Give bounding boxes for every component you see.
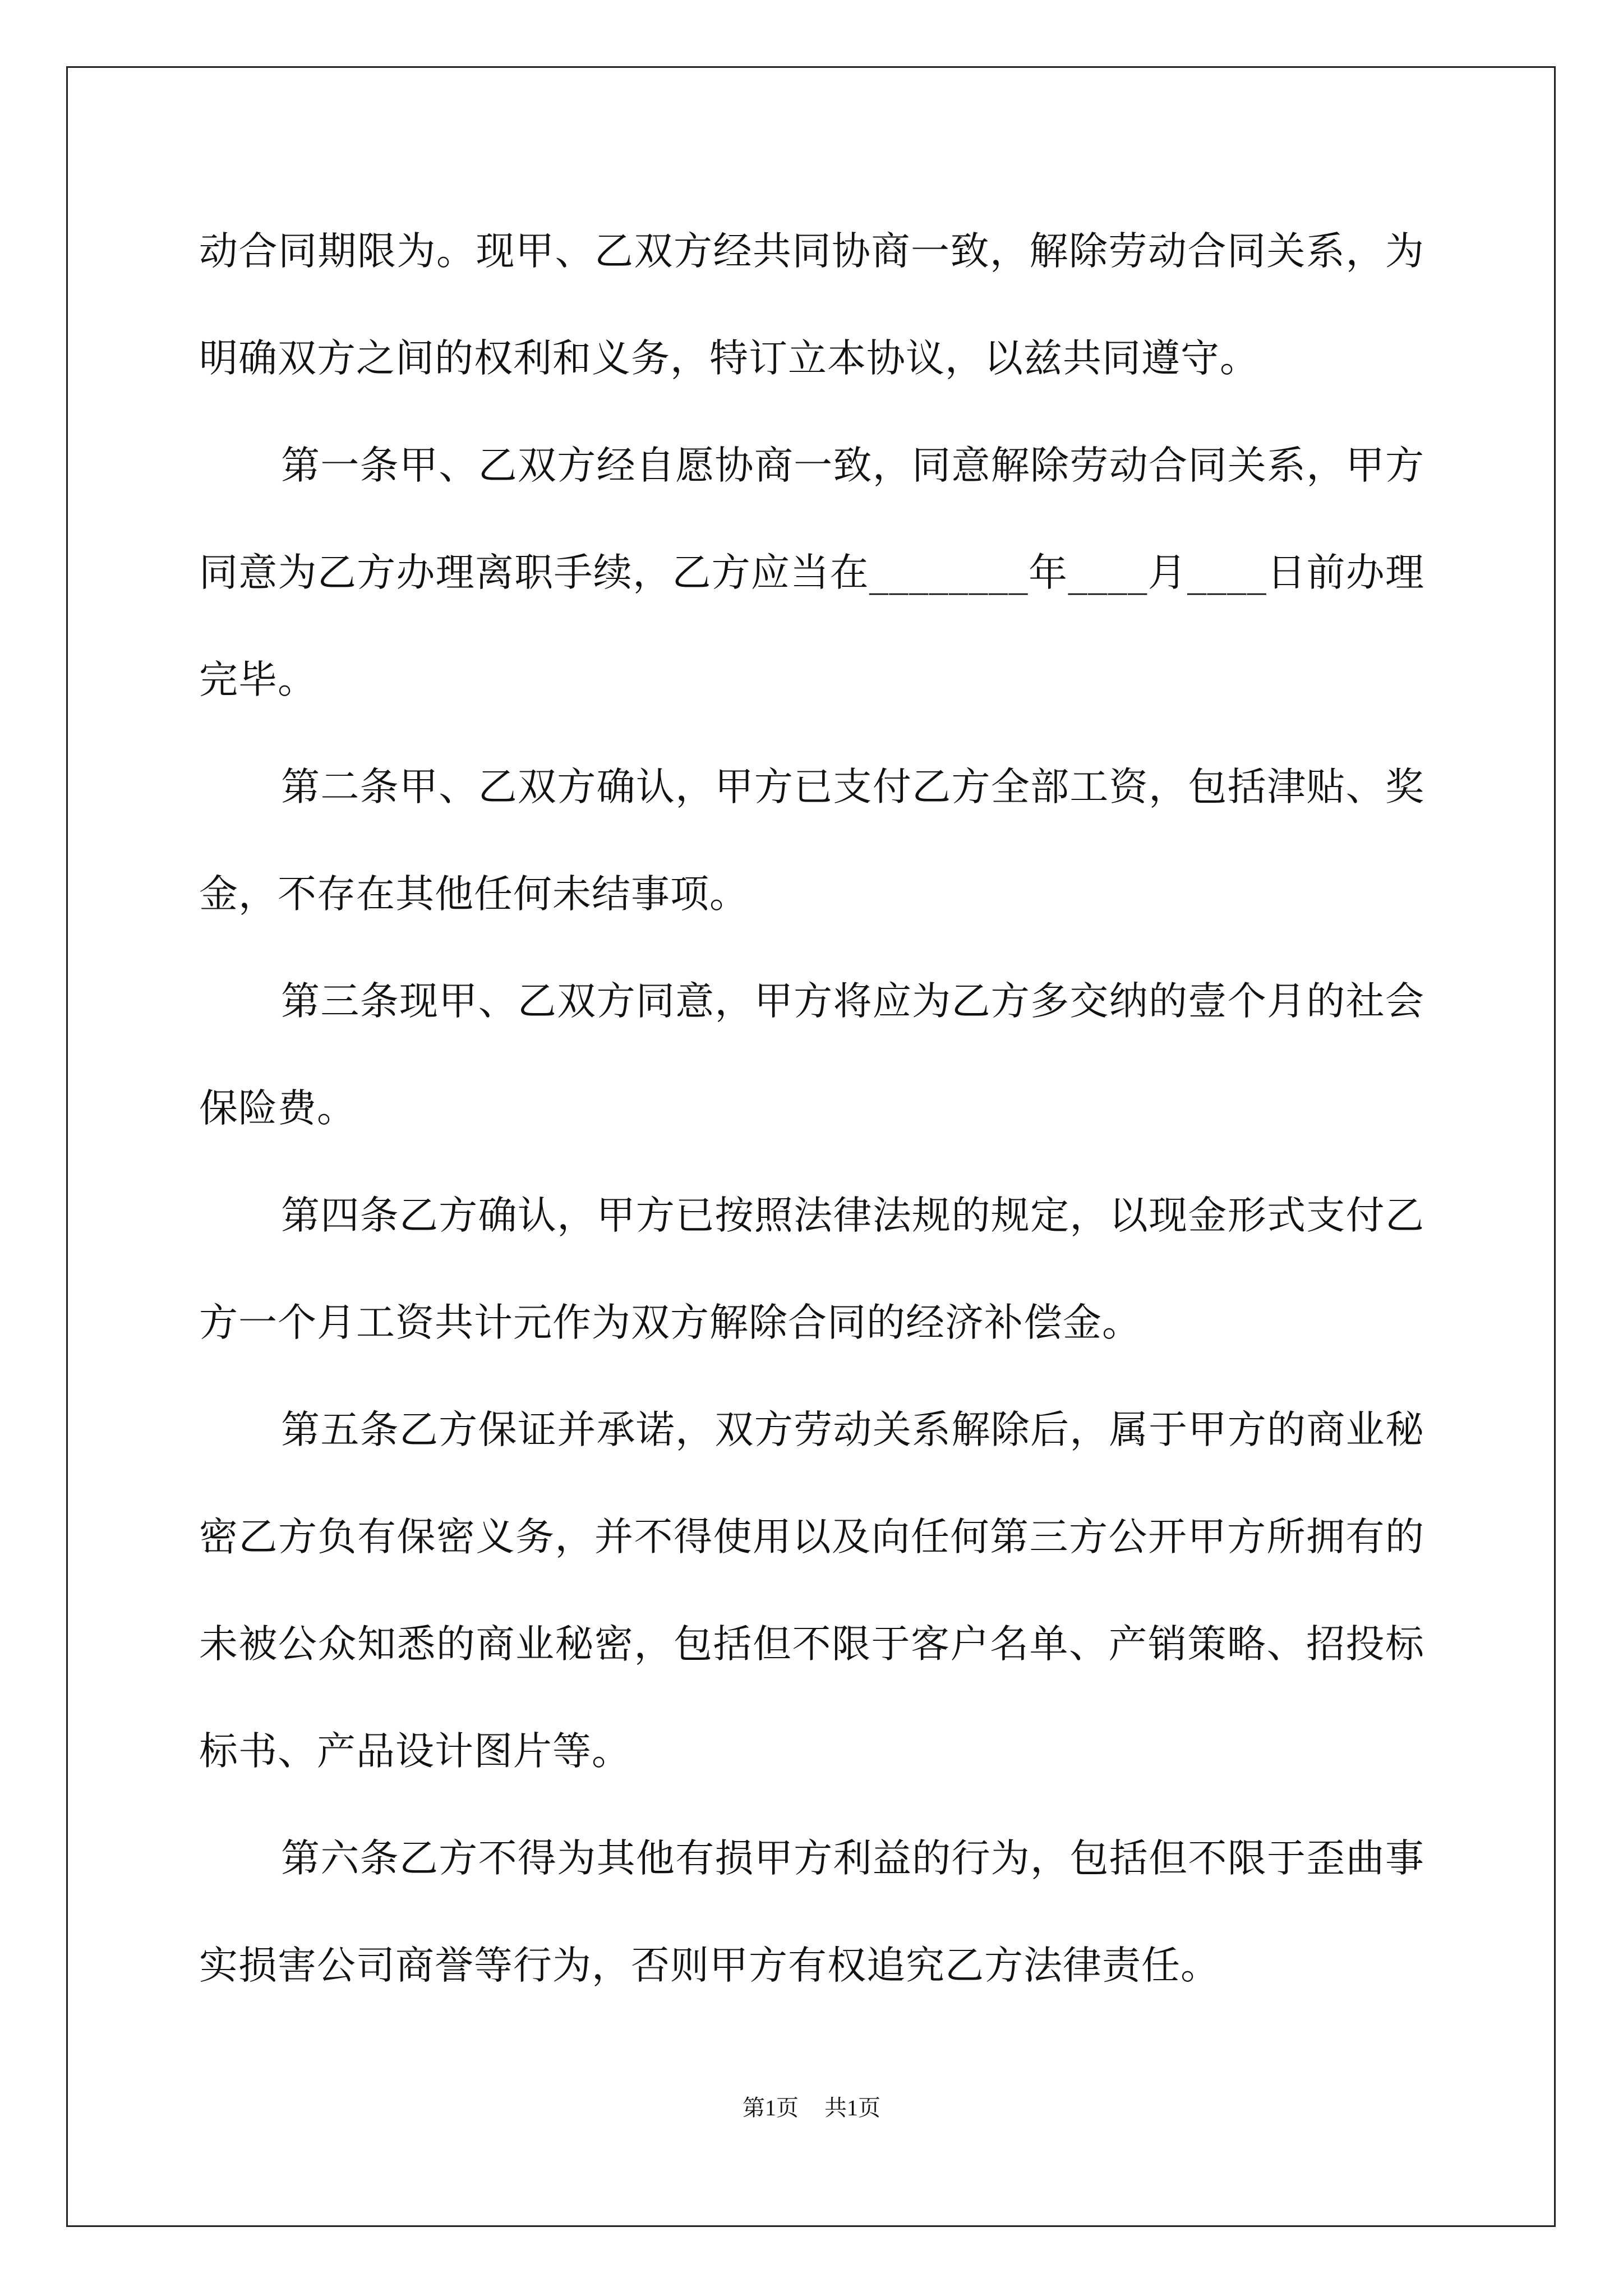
page-number-current: 第1页 [743, 2095, 799, 2120]
paragraph-article-4: 第四条乙方确认，甲方已按照法律法规的规定，以现金形式支付乙方一个月工资共计元作为双方解除合同的经济补偿金。 [199, 1193, 1424, 1345]
paragraph-article-5: 第五条乙方保证并承诺，双方劳动关系解除后，属于甲方的商业秘密乙方负有保密义务，并不得使用以及向任何第三方公开甲方所拥有的未被公众知悉的商业秘密，包括但不限于客户名单、产销策略、招投标标书、产品设计图片等。 [199, 1407, 1424, 1774]
page-number-total: 共1页 [824, 2095, 880, 2120]
paragraph-article-1: 第一条甲、乙双方经自愿协商一致，同意解除劳动合同关系，甲方同意为乙方办理离职手续，乙方应当在________年____月____日前办理完毕。 [199, 443, 1425, 702]
document-body [199, 198, 1424, 2019]
paragraph-intro: 动合同期限为。现甲、乙双方经共同协商一致，解除劳动合同关系，为明确双方之间的权利和义务，特订立本协议，以兹共同遵守。 [199, 229, 1424, 381]
paragraph-article-2: 第二条甲、乙双方确认，甲方已支付乙方全部工资，包括津贴、奖金，不存在其他任何未结事项。 [199, 765, 1424, 917]
paragraph-article-6: 第六条乙方不得为其他有损甲方利益的行为，包括但不限于歪曲事实损害公司商誉等行为，否则甲方有权追究乙方法律责任。 [199, 1836, 1424, 1988]
paragraph-article-3: 第三条现甲、乙双方同意，甲方将应为乙方多交纳的壹个月的社会保险费。 [199, 979, 1424, 1131]
page-footer [0, 2093, 1623, 2123]
